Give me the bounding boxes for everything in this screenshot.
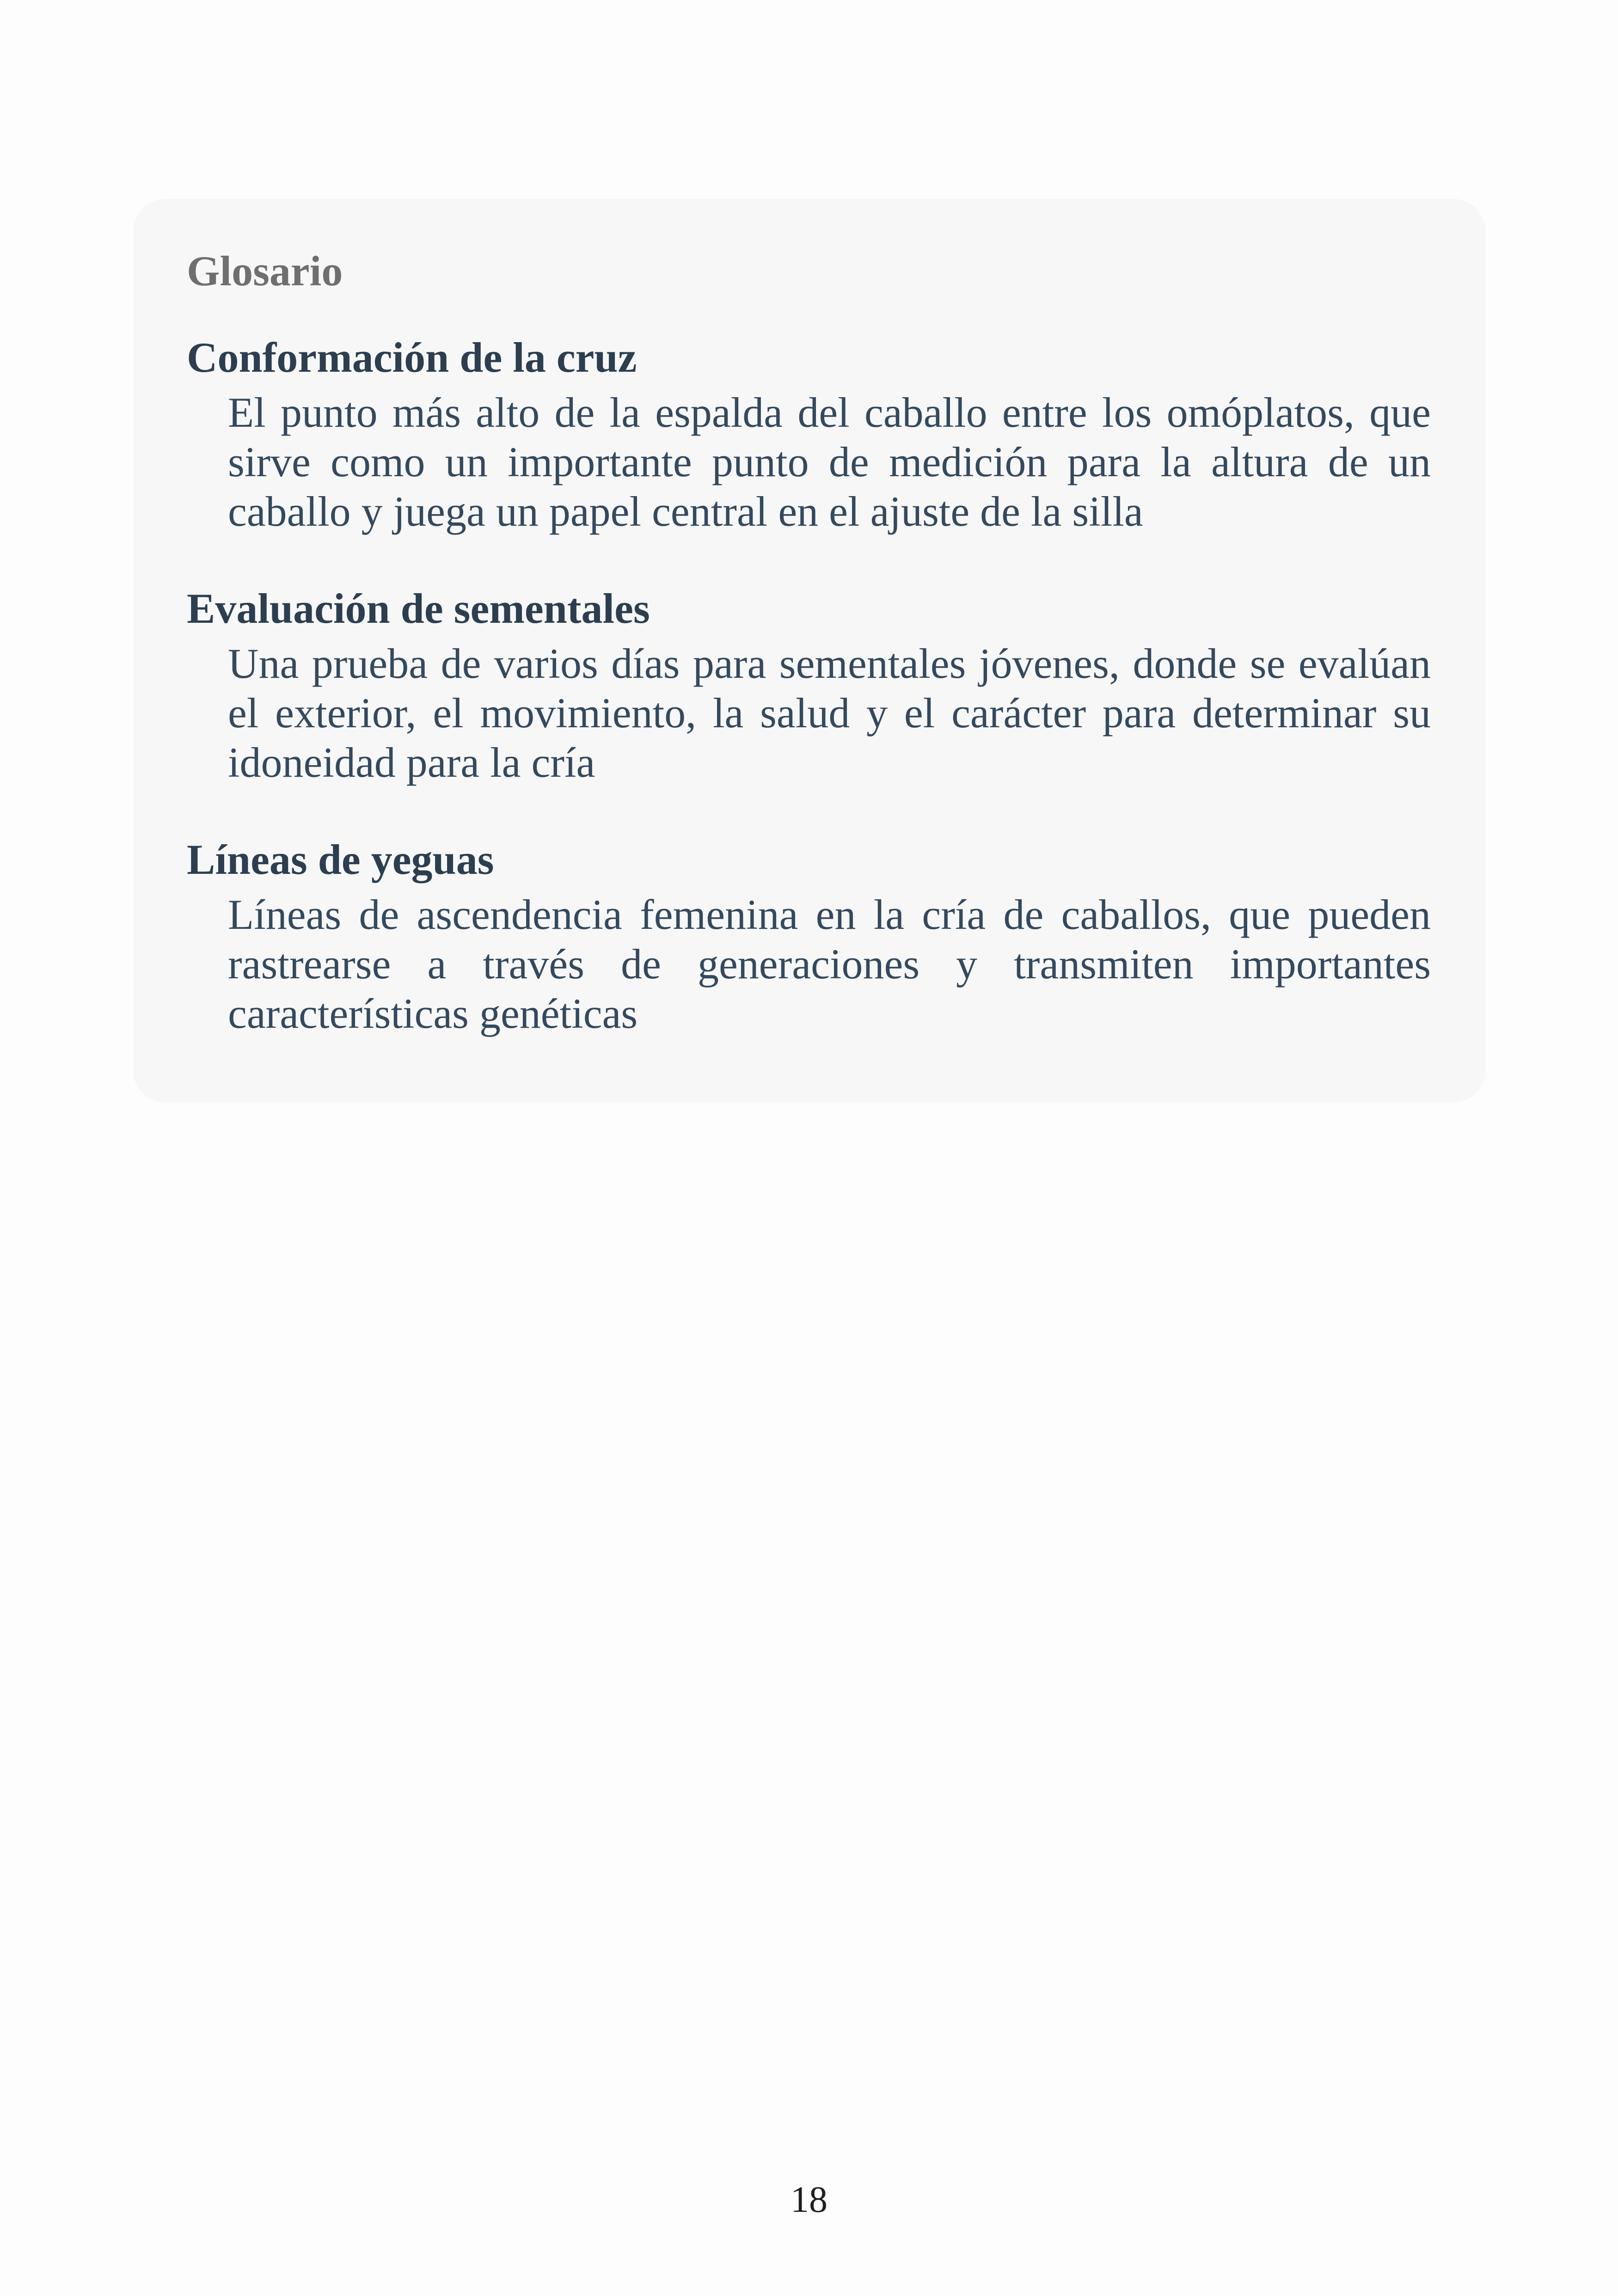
glossary-entry [187,838,1431,1038]
glossary-definition: Una prueba de varios días para sementales jóvenes, donde se evalúan el exterior, el movimiento, la salud y el carácter para determinar su idoneidad para la cría [228,640,1431,786]
glossary-term: Evaluación de sementales [187,585,650,632]
glossary-definition: El punto más alto de la espalda del caballo entre los omóplatos, que sirve como un importante punto de medición para la altura de un caballo y juega un papel central en el ajuste de la silla [228,389,1431,535]
glossary-title: Glosario [187,247,343,295]
glossary-entry [187,587,1431,787]
page-number: 18 [791,2179,827,2220]
glossary-entry [187,336,1431,536]
glossary-definition: Líneas de ascendencia femenina en la cría de caballos, que pueden rastrearse a través de generaciones y transmiten importantes características genéticas [228,891,1431,1037]
glossary-term: Líneas de yeguas [187,836,494,883]
glossary-term: Conformación de la cruz [187,334,637,381]
glossary-box [133,199,1485,1103]
